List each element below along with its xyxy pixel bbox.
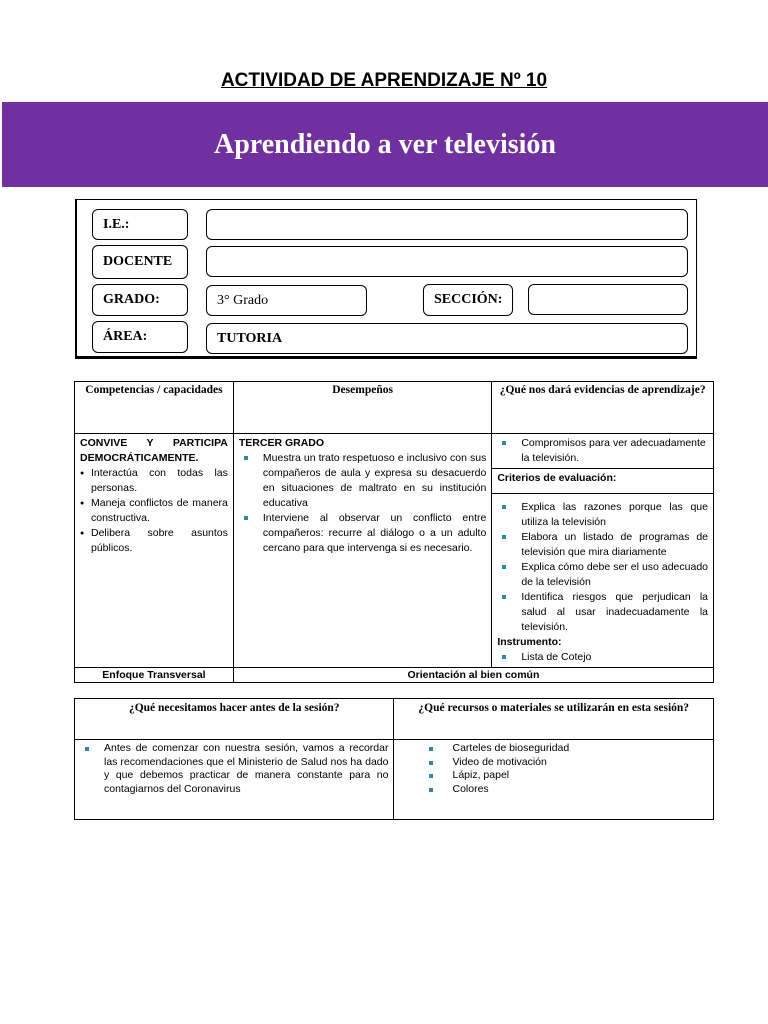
ie-label: I.E.: — [92, 209, 188, 240]
competencias-cell — [75, 434, 234, 668]
desempenos-cell — [233, 434, 491, 668]
recurso-item: Lápiz, papel — [399, 769, 708, 783]
ie-field[interactable] — [206, 209, 688, 240]
competencia-title: CONVIVE Y PARTICIPA DEMOCRÁTICAMENTE. — [80, 437, 228, 464]
seccion-label: SECCIÓN: — [423, 284, 513, 316]
grado-title: TERCER GRADO — [238, 437, 325, 449]
grado-label: GRADO: — [92, 284, 188, 316]
criterio-item: Identifica riesgos que perjudican la salud al usar inadecuadamente la televisión. — [497, 590, 708, 635]
activity-title: ACTIVIDAD DE APRENDIZAJE Nº 10 — [220, 70, 548, 91]
docente-field[interactable] — [206, 246, 688, 277]
criterio-item: Explica las razones porque las que utiliza la televisión — [497, 500, 708, 530]
evidencia-cell — [492, 434, 714, 469]
sesion-table — [74, 698, 714, 820]
enfoque-label: Enfoque Transversal — [75, 668, 234, 683]
evidencia-item: Compromisos para ver adecuadamente la televisión. — [497, 436, 708, 466]
recurso-item: Video de motivación — [399, 756, 708, 770]
antes-cell — [75, 740, 394, 820]
col-header-desempenos: Desempeños — [233, 382, 491, 434]
docente-label: DOCENTE — [92, 245, 188, 279]
col-header-recursos: ¿Qué recursos o materiales se utilizarán en esta sesión? — [394, 699, 714, 740]
recurso-item: Carteles de bioseguridad — [399, 742, 708, 756]
grado-field[interactable]: 3° Grado — [206, 285, 367, 316]
criterios-title: Criterios de evaluación: — [492, 469, 714, 494]
col-header-competencias: Competencias / capacidades — [75, 382, 234, 434]
capacidad-item: ● Maneja conflictos de manera constructiva. — [80, 496, 228, 526]
competencias-table — [74, 381, 714, 683]
criterio-item: Elabora un listado de programas de televisión que mira diariamente — [497, 530, 708, 560]
antes-item: Antes de comenzar con nuestra sesión, vamos a recordar las recomendaciones que el Ministerio de Salud nos ha dado y que debemos practicar de manera constante para no contagiarnos del Coronavirus — [80, 742, 388, 796]
recursos-cell — [394, 740, 714, 820]
col-header-antes: ¿Qué necesitamos hacer antes de la sesión? — [75, 699, 394, 740]
criterios-cell — [492, 494, 714, 668]
title-banner — [2, 102, 768, 187]
col-header-evidencias: ¿Qué nos dará evidencias de aprendizaje? — [492, 382, 714, 434]
area-field[interactable]: TUTORIA — [206, 323, 688, 354]
info-box — [75, 199, 697, 359]
enfoque-value: Orientación al bien común — [233, 668, 713, 683]
criterio-item: Explica cómo debe ser el uso adecuado de la televisión — [497, 560, 708, 590]
area-label: ÁREA: — [92, 321, 188, 353]
instrumento-title: Instrumento: — [497, 636, 562, 648]
recurso-item: Colores — [399, 783, 708, 797]
seccion-field[interactable] — [528, 284, 688, 315]
capacidad-item: ● Delibera sobre asuntos públicos. — [80, 526, 228, 556]
desempeno-item: Muestra un trato respetuoso e inclusivo con sus compañeros de aula y expresa su desacuerdo en situaciones de maltrato en su institución educativa — [239, 451, 486, 511]
instrumento-item: Lista de Cotejo — [497, 650, 708, 665]
capacidad-item: ● Interactúa con todas las personas. — [80, 466, 228, 496]
banner-title: Aprendiendo a ver televisión — [214, 128, 556, 160]
desempeno-item: Interviene al observar un conflicto entre compañeros: recurre al diálogo o a un adulto cercano para que intervenga si es necesario. — [239, 511, 486, 556]
